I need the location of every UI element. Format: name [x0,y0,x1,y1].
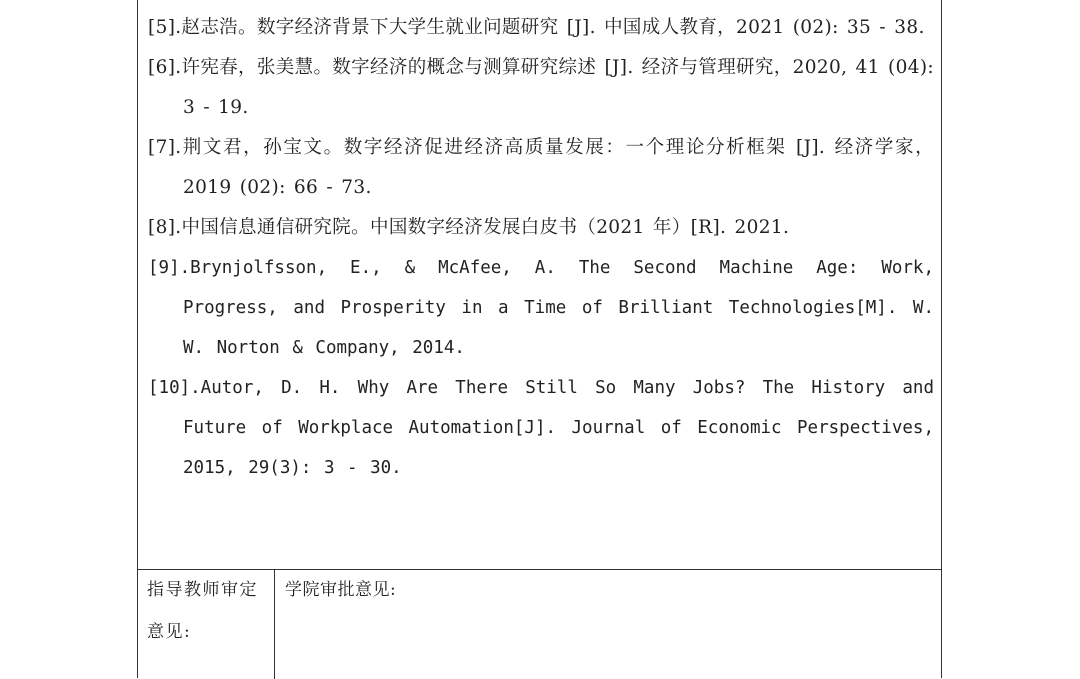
reference-item: [8].中国信息通信研究院。中国数字经济发展白皮书（2021 年）[R]. 2021. [148,217,790,238]
college-approval-label: 学院审批意见: [285,580,397,600]
reference-item: [7].荆文君，孙宝文。数字经济促进经济高质量发展：一个理论分析框架 [J]. 经济学家，2019 (02): 66 - 73. [148,137,934,198]
table-column-divider [274,569,275,679]
reference-item: [9].Brynjolfsson, E., & McAfee, A. The Second Machine Age: Work, Progress, and Prosperity in a Time of Brilliant Technologies[M]. W. W. Norton & Company, 2014. [148,258,934,358]
reference-item: [5].赵志浩。数字经济背景下大学生就业问题研究 [J]. 中国成人教育，2021 (02): 35 - 38. [148,17,925,38]
advisor-opinion-label: 指导教师审定意见: [147,580,258,642]
reference-item: [10].Autor, D. H. Why Are There Still So Many Jobs? The History and Future of Workplace Automation[J]. Journal of Economic Perspectives, 2015, 29(3): 3 - 30. [148,378,934,478]
reference-item: [6].许宪春，张美慧。数字经济的概念与测算研究综述 [J]. 经济与管理研究，2020, 41 (04): 3 - 19. [148,57,934,118]
reference-list [148,8,934,488]
